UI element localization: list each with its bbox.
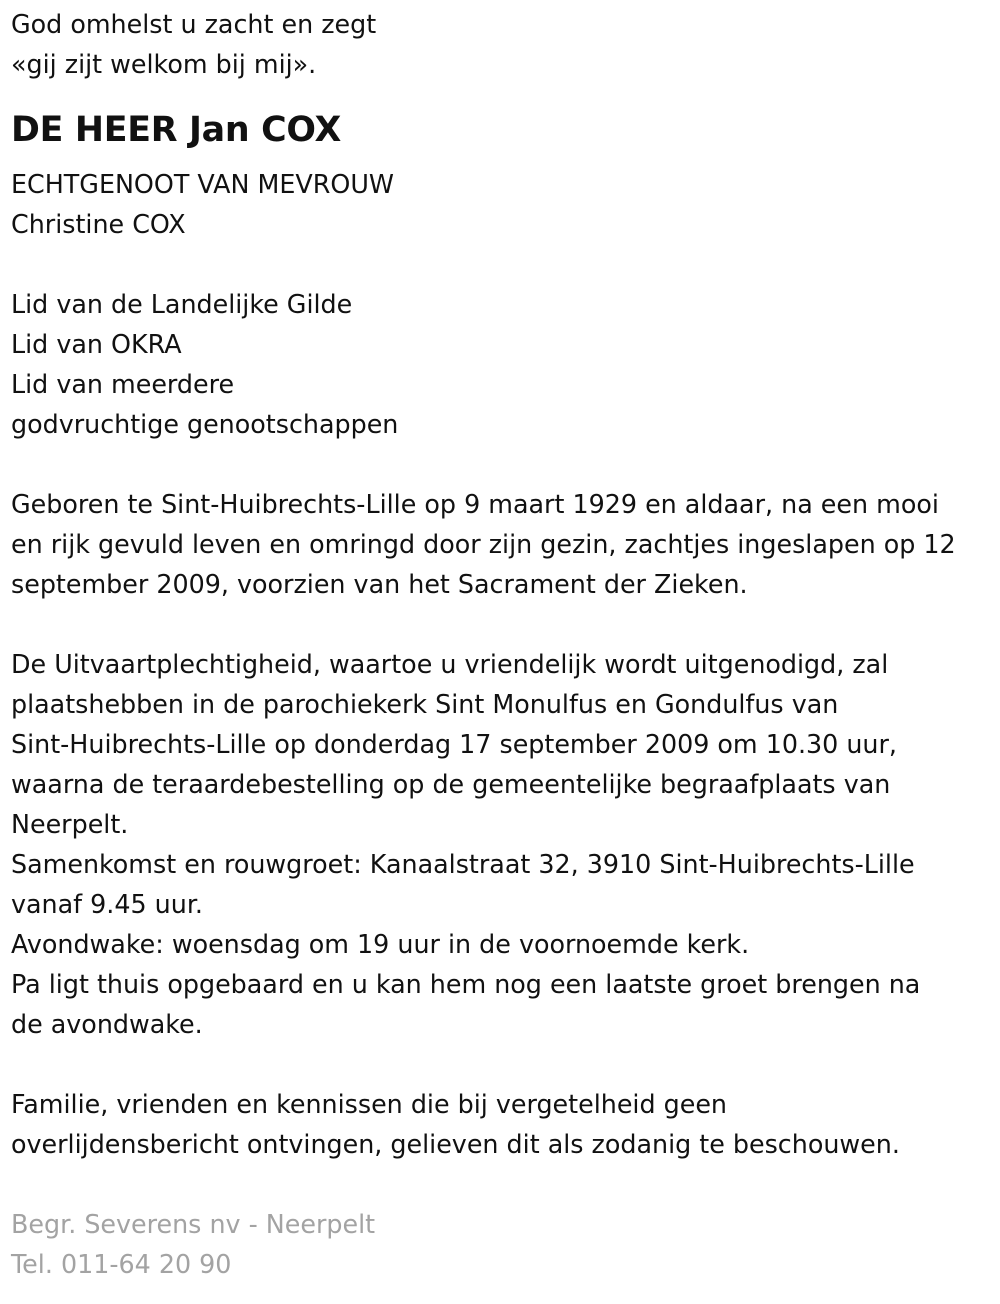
birth-death-block	[11, 484, 996, 604]
ceremony-line: Avondwake: woensdag om 19 uur in de voornoemde kerk.	[11, 929, 750, 959]
quote-line: «gij zijt welkom bij mij».	[11, 49, 317, 79]
obituary-document	[11, 4, 996, 1284]
ceremony-block	[11, 644, 996, 1044]
notice-line: overlijdensbericht ontvingen, gelieven dit als zodanig te beschouwen.	[11, 1129, 900, 1159]
ceremony-line: waarna de teraardebestelling op de gemeentelijke begraafplaats van	[11, 769, 891, 799]
spouse-block	[11, 164, 996, 244]
ceremony-line: Samenkomst en rouwgroet: Kanaalstraat 32, 3910 Sint-Huibrechts-Lille	[11, 849, 915, 879]
membership-line: Lid van meerdere	[11, 369, 235, 399]
undertaker-block	[11, 1204, 996, 1284]
spouse-line: Christine COX	[11, 209, 186, 239]
undertaker-phone: Tel. 011-64 20 90	[11, 1249, 232, 1279]
ceremony-line: Neerpelt.	[11, 809, 129, 839]
spacer	[11, 244, 996, 284]
membership-line: Lid van OKRA	[11, 329, 182, 359]
ceremony-line: vanaf 9.45 uur.	[11, 889, 203, 919]
ceremony-line: Sint-Huibrechts-Lille op donderdag 17 september 2009 om 10.30 uur,	[11, 729, 897, 759]
quote-line: God omhelst u zacht en zegt	[11, 9, 377, 39]
membership-line: Lid van de Landelijke Gilde	[11, 289, 353, 319]
quote-block	[11, 4, 996, 84]
membership-line: godvruchtige genootschappen	[11, 409, 399, 439]
deceased-name: DE HEER Jan COX	[11, 110, 342, 150]
ceremony-line: de avondwake.	[11, 1009, 203, 1039]
birth-death-line: september 2009, voorzien van het Sacrament der Zieken.	[11, 569, 748, 599]
birth-death-line: en rijk gevuld leven en omringd door zijn gezin, zachtjes ingeslapen op 12	[11, 529, 956, 559]
ceremony-line: De Uitvaartplechtigheid, waartoe u vriendelijk wordt uitgenodigd, zal	[11, 649, 889, 679]
memberships-block	[11, 284, 996, 444]
spacer	[11, 604, 996, 644]
ceremony-line: Pa ligt thuis opgebaard en u kan hem nog een laatste groet brengen na	[11, 969, 921, 999]
spacer	[11, 1044, 996, 1084]
spacer	[11, 1164, 996, 1204]
notice-line: Familie, vrienden en kennissen die bij vergetelheid geen	[11, 1089, 728, 1119]
spacer	[11, 444, 996, 484]
undertaker-name: Begr. Severens nv - Neerpelt	[11, 1209, 376, 1239]
ceremony-line: plaatshebben in de parochiekerk Sint Monulfus en Gondulfus van	[11, 689, 839, 719]
spouse-line: ECHTGENOOT VAN MEVROUW	[11, 169, 394, 199]
birth-death-line: Geboren te Sint-Huibrechts-Lille op 9 maart 1929 en aldaar, na een mooi	[11, 489, 939, 519]
notice-block	[11, 1084, 996, 1164]
